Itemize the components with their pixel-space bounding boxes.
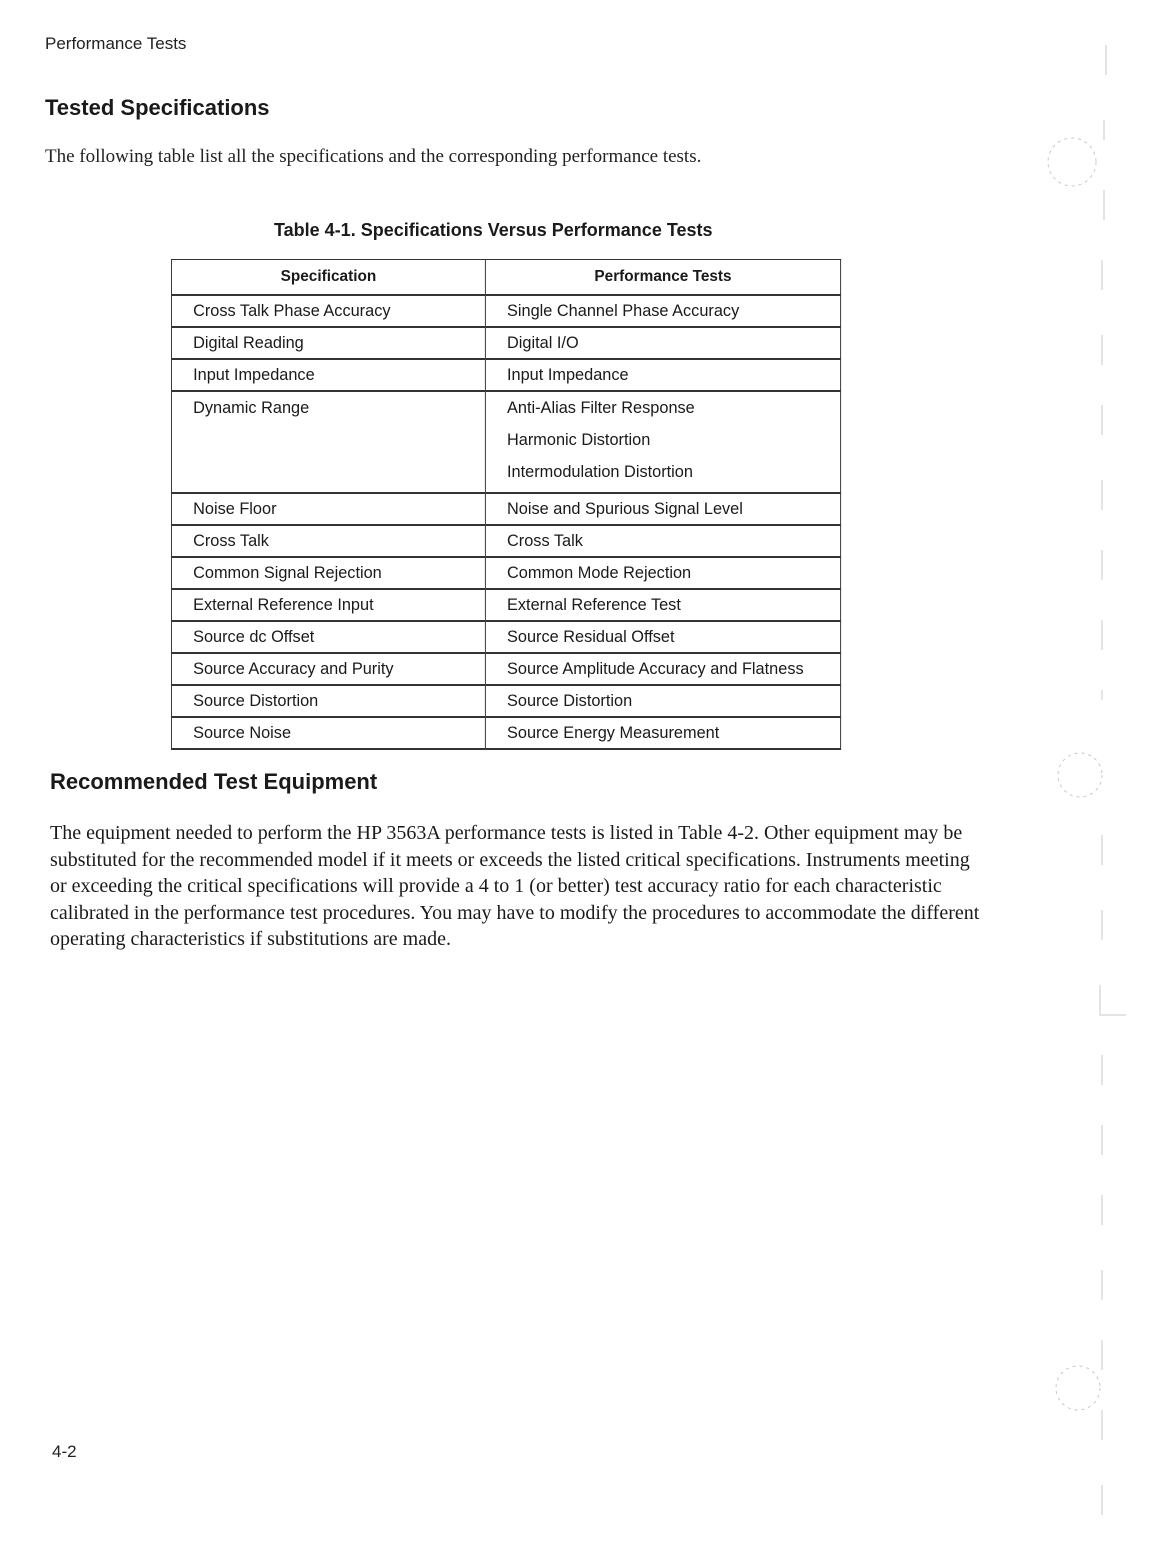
binder-margin-marks: [1040, 0, 1140, 1544]
spec-cell: Source Accuracy and Purity: [171, 653, 485, 685]
spec-cell: Source Noise: [171, 717, 485, 749]
spec-cell: Input Impedance: [171, 359, 485, 391]
spec-cell: Source dc Offset: [171, 621, 485, 653]
spec-cell: [171, 391, 485, 493]
table-row: [171, 327, 840, 359]
spec-cell: External Reference Input: [171, 589, 485, 621]
test-cell: Source Energy Measurement: [485, 717, 840, 749]
table-row: [171, 589, 840, 621]
test-cell: Noise and Spurious Signal Level: [485, 493, 840, 525]
specifications-table: [171, 259, 841, 750]
table-row: [171, 557, 840, 589]
table-caption: Table 4-1. Specifications Versus Performance Tests: [274, 220, 713, 240]
column-header-specification: Specification: [171, 260, 485, 296]
table-row: [171, 391, 840, 493]
spec-text: Dynamic Range: [193, 398, 310, 417]
test-cell: External Reference Test: [485, 589, 840, 621]
spec-cell: Common Signal Rejection: [171, 557, 485, 589]
table-row: [171, 359, 840, 391]
page-number: 4-2: [52, 1442, 77, 1461]
spec-cell: Noise Floor: [171, 493, 485, 525]
section-heading-tested-specifications: Tested Specifications: [45, 95, 270, 120]
test-line: Anti-Alias Filter Response: [507, 398, 695, 417]
table-header-row: [171, 260, 840, 296]
spec-cell: Cross Talk Phase Accuracy: [171, 295, 485, 327]
intro-paragraph: The following table list all the specifications and the corresponding performance tests.: [45, 146, 702, 167]
test-cell: Source Distortion: [485, 685, 840, 717]
table-row: [171, 493, 840, 525]
test-cell: Common Mode Rejection: [485, 557, 840, 589]
test-line: Harmonic Distortion: [507, 430, 651, 449]
test-cell: Single Channel Phase Accuracy: [485, 295, 840, 327]
table-row: [171, 685, 840, 717]
spec-cell: Digital Reading: [171, 327, 485, 359]
test-cell: Digital I/O: [485, 327, 840, 359]
equipment-paragraph: The equipment needed to perform the HP 3563A performance tests is listed in Table 4-2. Other equipment may be substituted for the recommended model if it meets or exceeds the listed critical specifications. Instruments meeting or exceeding the critical specifications will provide a 4 to 1 (or better) test accuracy ratio for each characteristic calibrated in the performance test procedures. You may have to modify the procedures to accommodate the different operating characteristics if substitutions are made.: [50, 822, 980, 951]
test-cell: Source Residual Offset: [485, 621, 840, 653]
test-cell: Cross Talk: [485, 525, 840, 557]
tab-mark: [1100, 985, 1126, 1015]
test-cell: Input Impedance: [485, 359, 840, 391]
table-row: [171, 653, 840, 685]
table-row: [171, 717, 840, 749]
running-header: Performance Tests: [45, 34, 187, 53]
test-cell: [485, 391, 840, 493]
spec-cell: Cross Talk: [171, 525, 485, 557]
table-row: [171, 525, 840, 557]
binder-hole-middle: [1058, 753, 1102, 797]
section-heading-recommended-test-equipment: Recommended Test Equipment: [50, 769, 378, 794]
column-header-performance-tests: Performance Tests: [485, 260, 840, 296]
spec-cell: Source Distortion: [171, 685, 485, 717]
binder-hole-top: [1048, 138, 1096, 186]
table-row: [171, 621, 840, 653]
table-row: [171, 295, 840, 327]
test-cell: Source Amplitude Accuracy and Flatness: [485, 653, 840, 685]
test-line: Intermodulation Distortion: [507, 462, 693, 481]
binder-hole-bottom: [1056, 1366, 1100, 1410]
